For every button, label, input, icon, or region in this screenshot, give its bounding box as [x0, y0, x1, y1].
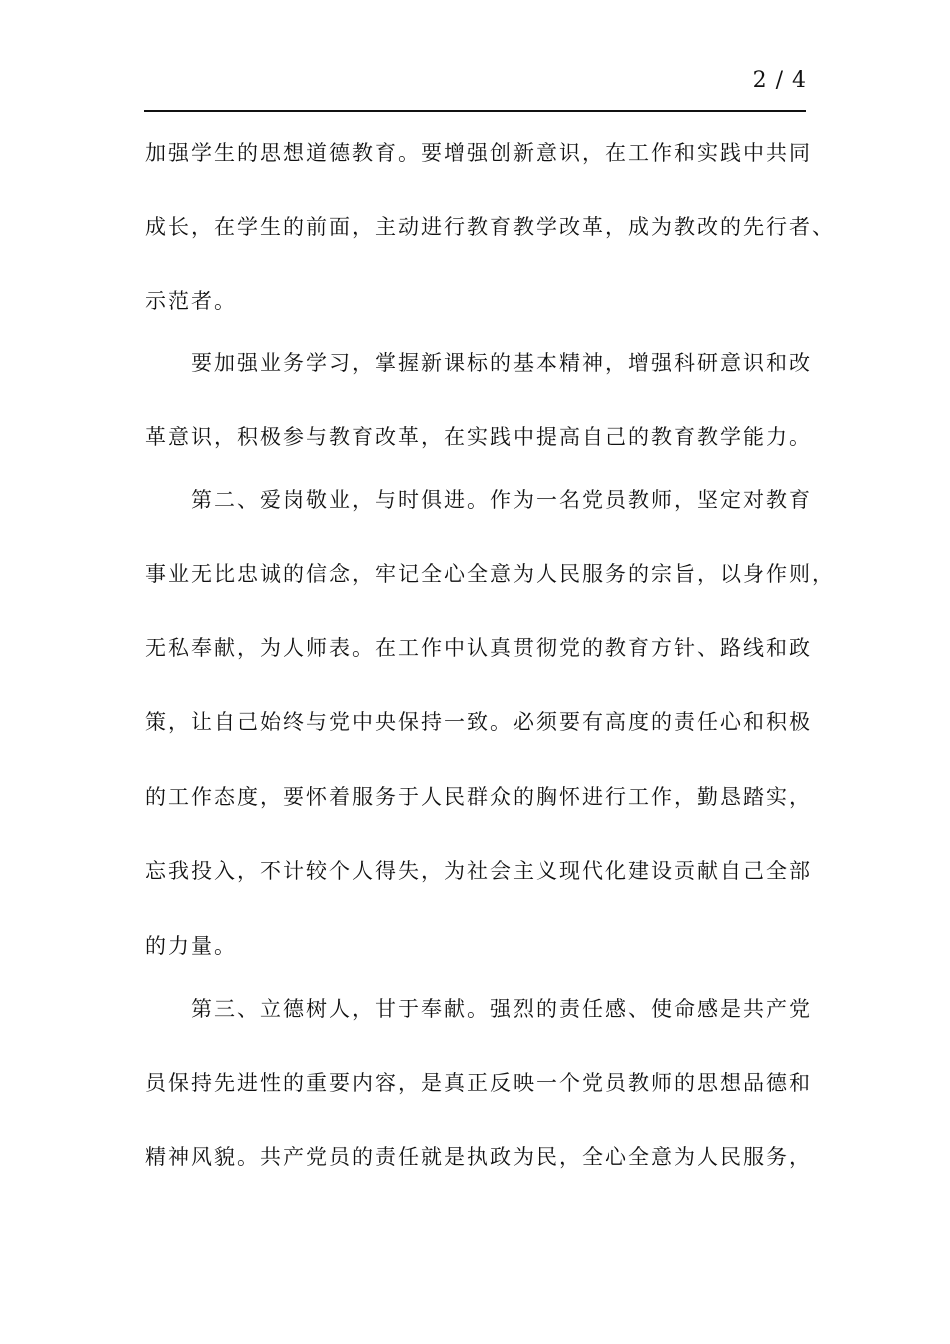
text-line: 成长，在学生的前面，主动进行教育教学改革，成为教改的先行者、 — [145, 215, 835, 239]
paragraph-first-line: 第二、爱岗敬业，与时俱进。作为一名党员教师，坚定对教育 — [191, 488, 812, 512]
text-line: 事业无比忠诚的信念，牢记全心全意为人民服务的宗旨，以身作则， — [145, 562, 835, 586]
text-line: 无私奉献，为人师表。在工作中认真贯彻党的教育方针、路线和政 — [145, 636, 812, 660]
page-number: 2 / 4 — [752, 68, 807, 93]
text-line: 加强学生的思想道德教育。要增强创新意识，在工作和实践中共同 — [145, 141, 812, 165]
paragraph-first-line: 要加强业务学习，掌握新课标的基本精神，增强科研意识和改 — [191, 351, 812, 375]
text-line: 革意识，积极参与教育改革，在实践中提高自己的教育教学能力。 — [145, 425, 812, 449]
text-line: 示范者。 — [145, 289, 237, 313]
text-line: 的工作态度，要怀着服务于人民群众的胸怀进行工作，勤恳踏实， — [145, 785, 812, 809]
text-line: 员保持先进性的重要内容，是真正反映一个党员教师的思想品德和 — [145, 1071, 812, 1095]
text-line: 精神风貌。共产党员的责任就是执政为民，全心全意为人民服务， — [145, 1145, 812, 1169]
text-line: 忘我投入，不计较个人得失，为社会主义现代化建设贡献自己全部 — [145, 859, 812, 883]
text-line: 策，让自己始终与党中央保持一致。必须要有高度的责任心和积极 — [145, 710, 812, 734]
header-rule — [144, 110, 806, 112]
paragraph-first-line: 第三、立德树人，甘于奉献。强烈的责任感、使命感是共产党 — [191, 997, 812, 1021]
text-line: 的力量。 — [145, 934, 237, 958]
